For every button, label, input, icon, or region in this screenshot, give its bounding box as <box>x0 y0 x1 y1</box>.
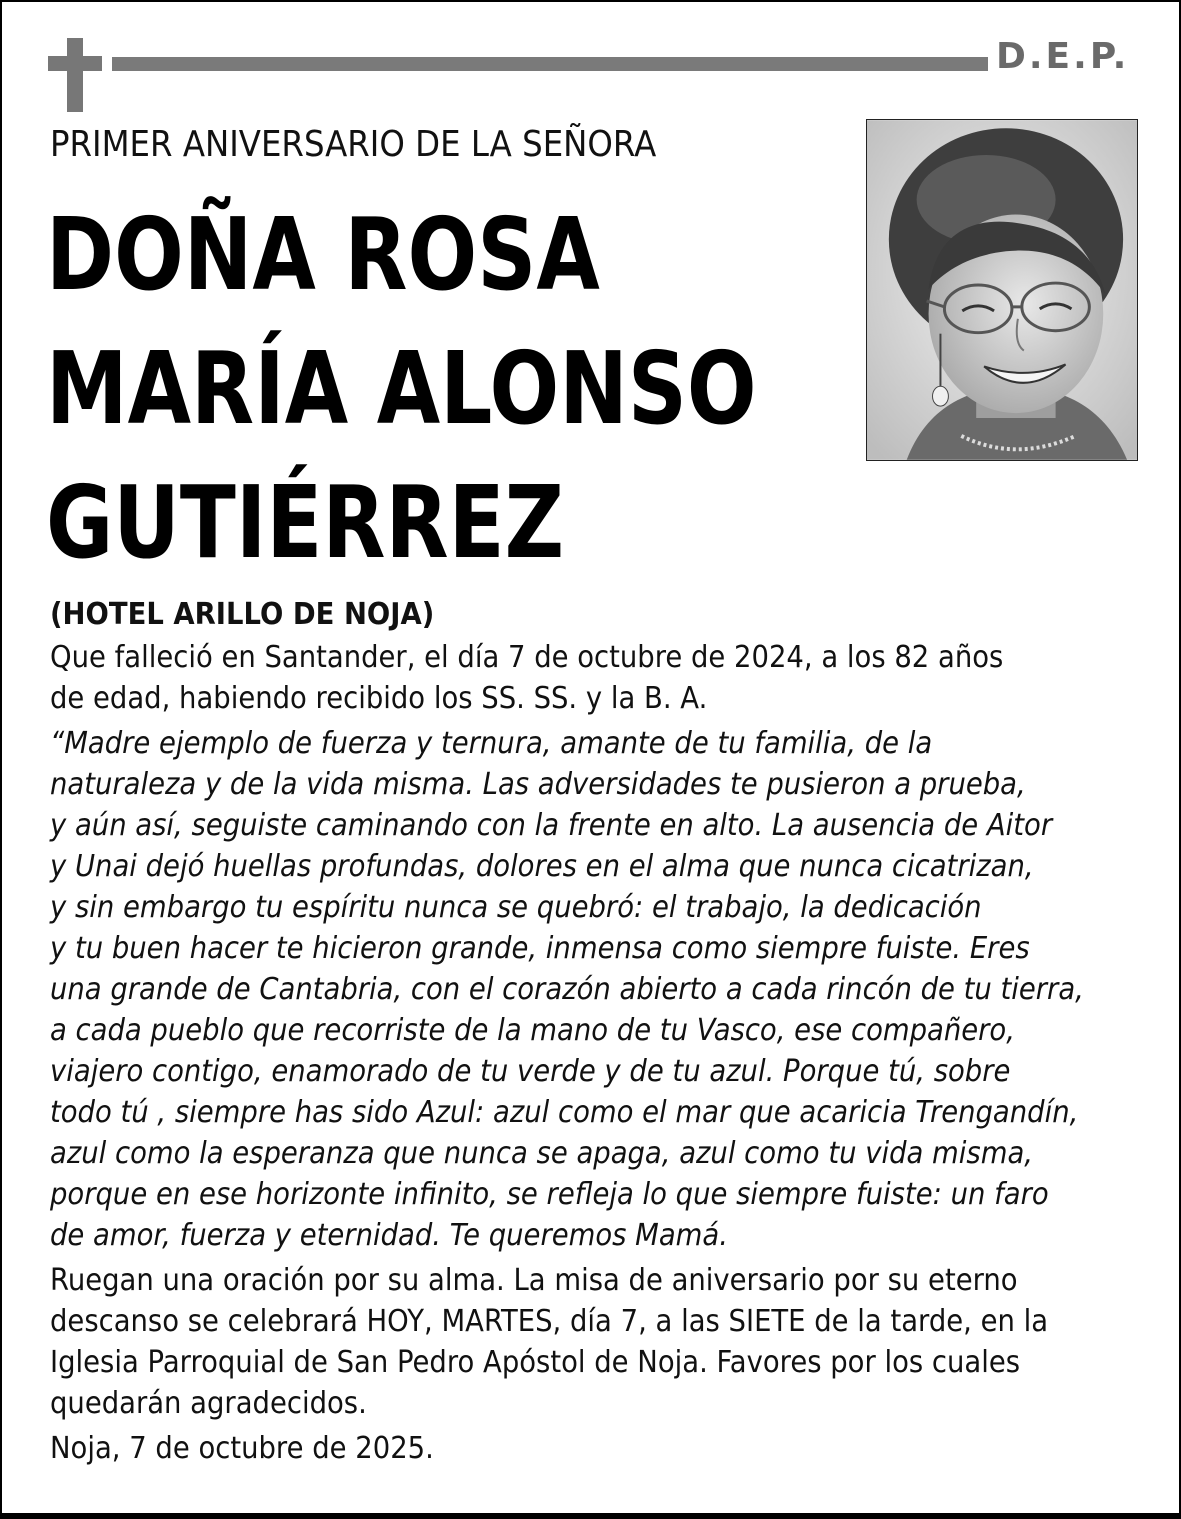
hotel-name: (HOTEL ARILLO DE NOJA) <box>50 597 435 632</box>
text-line: quedarán agradecidos. <box>50 1386 367 1421</box>
text-line: y sin embargo tu espíritu nunca se quebró: el trabajo, la dedicación <box>50 890 982 925</box>
anniversary-subtitle: PRIMER ANIVERSARIO DE LA SEÑORA <box>50 124 657 165</box>
text-line: y tu buen hacer te hicieron grande, inmensa como siempre fuiste. Eres <box>50 931 1030 966</box>
text-line: Que falleció en Santander, el día 7 de octubre de 2024, a los 82 años <box>50 640 1004 675</box>
notice-body <box>50 594 1103 1469</box>
quote-paragraph <box>50 723 1103 1256</box>
name-line: MARÍA ALONSO <box>46 330 757 447</box>
text-line: viajero contigo, enamorado de tu verde y de tu azul. Porque tú, sobre <box>50 1054 1011 1089</box>
mass-paragraph <box>50 1260 1103 1424</box>
deceased-name <box>46 188 757 590</box>
cross-icon <box>48 38 102 112</box>
text-line: todo tú , siempre has sido Azul: azul como el mar que acaricia Trengandín, <box>50 1095 1079 1130</box>
text-line: a cada pueblo que recorriste de la mano de tu Vasco, ese compañero, <box>50 1013 1015 1048</box>
text-line: naturaleza y de la vida misma. Las adversidades te pusieron a prueba, <box>50 767 1026 802</box>
text-line: azul como la esperanza que nunca se apaga, azul como tu vida misma, <box>50 1136 1034 1171</box>
name-line: GUTIÉRREZ <box>46 464 565 581</box>
text-line: “Madre ejemplo de fuerza y ternura, amante de tu familia, de la <box>50 726 933 761</box>
text-line: porque en ese horizonte infinito, se refleja lo que siempre fuiste: un faro <box>50 1177 1049 1212</box>
text-line: de edad, habiendo recibido los SS. SS. y la B. A. <box>50 681 708 716</box>
header-rule <box>112 57 988 71</box>
death-paragraph <box>50 637 1103 719</box>
text-line: de amor, fuerza y eternidad. Te queremos Mamá. <box>50 1218 728 1253</box>
text-line: una grande de Cantabria, con el corazón abierto a cada rincón de tu tierra, <box>50 972 1084 1007</box>
text-line: Ruegan una oración por su alma. La misa de aniversario por su eterno <box>50 1263 1018 1298</box>
text-line: Iglesia Parroquial de San Pedro Apóstol de Noja. Favores por los cuales <box>50 1345 1021 1380</box>
name-line: DOÑA ROSA <box>46 196 600 313</box>
dep-label: D.E.P. <box>996 36 1130 77</box>
portrait-photo <box>866 119 1138 461</box>
text-line: descanso se celebrará HOY, MARTES, día 7, a las SIETE de la tarde, en la <box>50 1304 1049 1339</box>
text-line: y Unai dejó huellas profundas, dolores en el alma que nunca cicatrizan, <box>50 849 1034 884</box>
text-line: y aún así, seguiste caminando con la frente en alto. La ausencia de Aitor <box>50 808 1053 843</box>
closing-place-date: Noja, 7 de octubre de 2025. <box>50 1431 434 1466</box>
